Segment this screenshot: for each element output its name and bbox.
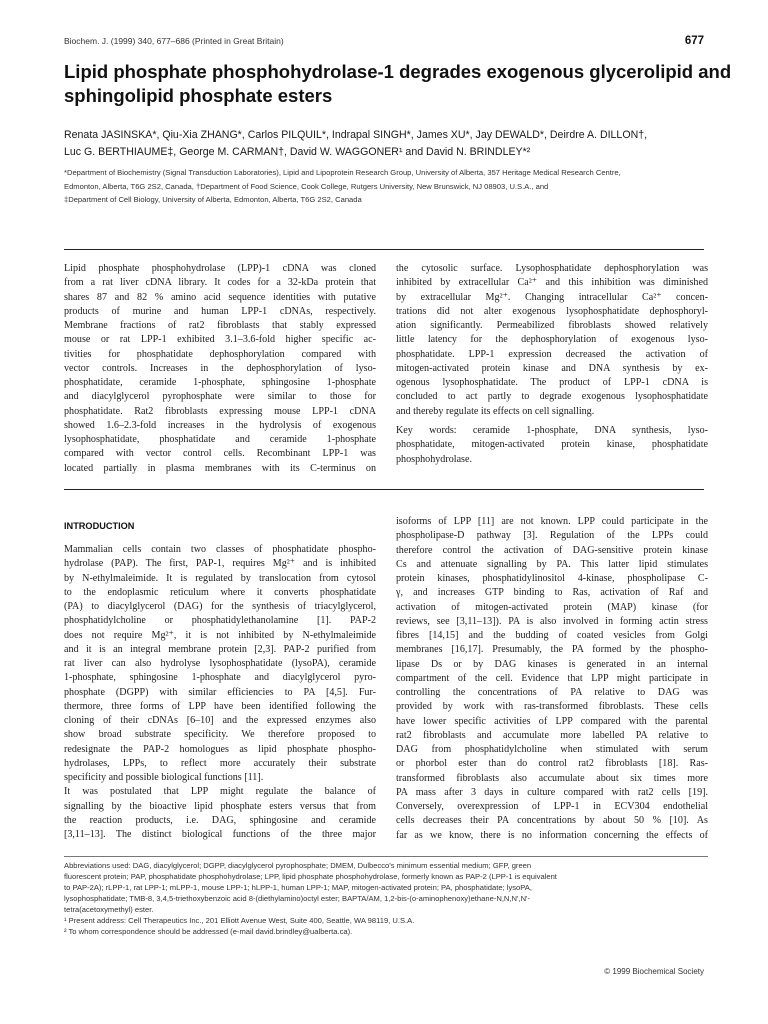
- text-line: hydrolase (PAP). The first, PAP-1, requires Mg²⁺ and is inhibited: [64, 558, 376, 570]
- text-line: mitogen-activated protein kinase and DNA synthesis by ex-: [396, 362, 708, 374]
- abstract-right-column: [396, 262, 708, 419]
- text-line: the cytosolic surface. Lysophosphatidate dephosphorylation was: [396, 263, 708, 274]
- text-line: phosphohydrolase.: [396, 453, 472, 465]
- text-line: Cs and attenuate signalling by PA. This latter lipid stimulates: [396, 558, 708, 570]
- text-line: membranes [16,17]. Presumably, the PA formed by the phospho-: [396, 644, 708, 656]
- text-line: located partially in plasma membranes with its C-terminus on: [64, 462, 376, 474]
- text-line: protein kinases, phosphatidylinositol 4-kinase, phospholipase C-: [396, 573, 708, 584]
- text-line: show broad substrate specificity. We therefore proposed to: [64, 729, 376, 741]
- text-line: phospholipase-D pathway [3]. Regulation of the LPPs could: [396, 530, 708, 542]
- copyright-footer: © 1999 Biochemical Society: [604, 967, 704, 976]
- affiliation-line: ‡Department of Cell Biology, University of Alberta, Edmonton, Alberta, T6G 2S2, Canada: [64, 195, 362, 204]
- text-line: mouse or rat LPP-1 exhibited 3.1–3.6-fold higher specific ac-: [64, 334, 376, 346]
- text-line: rat liver can also hydrolyse lysophosphatidate (lysoPA), ceramide: [64, 658, 376, 669]
- text-line: phosphatidate, mitogen-activated protein kinase, phosphatidate: [396, 439, 708, 451]
- text-line: or phorbol ester than do control rat2 fibroblasts [18]. Ras-: [396, 758, 708, 770]
- text-line: isoforms of LPP [11] are not known. LPP could participate in the: [396, 516, 708, 527]
- text-line: PA mass after 3 days in culture compared with rat2 cells [19].: [396, 786, 708, 798]
- text-line: phosphatidate. Rat2 fibroblasts expressing mouse LPP-1 cDNA: [64, 405, 376, 417]
- divider-middle: [64, 489, 704, 490]
- text-line: cloning of their cDNAs [6–10] and the expressed enzymes also: [64, 715, 376, 726]
- text-line: little latency for the dephosphorylation of exogenous lyso-: [396, 334, 708, 346]
- author-list: [64, 127, 724, 161]
- text-line: compartment of the cell. Evidence that LPP might participate in: [396, 672, 708, 684]
- text-line: lipase Ds or by DAG kinases is generated in an internal: [396, 658, 708, 670]
- running-head: [64, 35, 704, 47]
- text-line: transformed fibroblasts also accumulate about six times more: [396, 772, 708, 784]
- section-heading-introduction: INTRODUCTION: [64, 521, 135, 531]
- text-line: by extracellular Mg²⁺. Changing intracellular Ca²⁺ concen-: [396, 291, 708, 303]
- text-line: hydrolases, LPPs, to reflect more accurately their substrate: [64, 757, 376, 769]
- text-line: tivities for phosphatidate dephosphorylation compared with: [64, 348, 376, 360]
- text-line: Key words: ceramide 1-phosphate, DNA synthesis, lyso-: [396, 425, 708, 436]
- text-line: redesignate the PAP-2 homologues as lipid phosphate phospho-: [64, 743, 376, 755]
- text-line: shares 87 and 82 % amino acid sequence identities with putative: [64, 291, 376, 303]
- text-line: phosphate (DGPP) with similar efficiencies to PA [4,5]. Fur-: [64, 686, 376, 698]
- journal-citation: Biochem. J. (1999) 340, 677–686 (Printed in Great Britain): [64, 36, 284, 46]
- text-line: DAG from phosphatidylcholine when stimulated with serum: [396, 744, 708, 755]
- text-line: by N-ethylmaleimide. It is regulated by translocation from cytosol: [64, 572, 376, 584]
- text-line: lysophosphatidate, phosphatidate and ceramide 1-phosphate: [64, 434, 376, 445]
- text-line: fibres [14,15] and the budding of coated vesicles from Golgi: [396, 630, 708, 641]
- text-line: cells decreases their PA concentrations by about 50 % [10]. As: [396, 815, 708, 827]
- footnote-line: to PAP-2A); rLPP-1, rat LPP-1; mLPP-1, mouse LPP-1; hLPP-1, human LPP-1; MAP, mitogen-activated protein; PA, phosphatidate; lysoPA,: [64, 883, 532, 892]
- text-line: inhibited by extracellular Ca²⁺ and this inhibition was diminished: [396, 277, 708, 289]
- text-line: products of murine and human LPP-1 cDNAs, respectively.: [64, 305, 376, 317]
- text-line: activation of mitogen-activated protein (MAP) kinase (for: [396, 601, 708, 613]
- text-line: thermore, three forms of LPP have been identified following the: [64, 700, 376, 712]
- text-line: [3,11–13]. The distinct biological functions of the three major: [64, 829, 376, 840]
- text-line: It was postulated that LPP might regulate the balance of: [64, 786, 376, 798]
- intro-left-column: [64, 543, 376, 842]
- text-line: to the endoplasmic reticulum where it converts phosphatidate: [64, 586, 376, 598]
- text-line: phosphatidate, ceramide 1-phosphate, sphingosine 1-phosphate: [64, 377, 376, 388]
- footnote-line: ¹ Present address: Cell Therapeutics Inc., 201 Elliott Avenue West, Suite 400, Seattle, WA 98119, U.S.A.: [64, 916, 415, 925]
- text-line: and thereby regulate its effects on cell signalling.: [396, 405, 595, 417]
- text-line: vector controls. Increases in the dephosphorylation of lyso-: [64, 362, 376, 374]
- title-line: Lipid phosphate phosphohydrolase-1 degrades exogenous glycerolipid and: [64, 61, 732, 82]
- text-line: Conversely, overexpression of LPP-1 in ECV304 endothelial: [396, 801, 708, 812]
- footnote-divider: [64, 856, 708, 857]
- footnote-line: fluorescent protein; PAP, phosphatidate phosphohydrolase; LPP, lipid phosphate phosphohydrolase, formerly known as PAP-2 (LPP-1 is equivalent: [64, 872, 557, 881]
- footnote-line: ² To whom correspondence should be addressed (e-mail david.brindley@ualberta.ca).: [64, 927, 353, 936]
- text-line: controlling the concentrations of PA relative to DAG was: [396, 687, 708, 698]
- divider-top: [64, 249, 704, 250]
- text-line: and it is an integral membrane protein [2,3]. PAP-2 purified from: [64, 643, 376, 655]
- footnote-line: tetra(acetoxymethyl) ester.: [64, 905, 154, 914]
- footnote-line: Abbreviations used: DAG, diacylglycerol; DGPP, diacylglycerol pyrophosphate; DMEM, Dulbecco's minimum essential medium; GFP, green: [64, 861, 532, 870]
- text-line: reviews, see [3,11–13]). PA is also involved in forming actin stress: [396, 615, 708, 627]
- text-line: far as we know, there is no information concerning the effects of: [396, 829, 708, 841]
- footnotes: [64, 860, 712, 937]
- text-line: therefore control the activation of DAG-sensitive protein kinase: [396, 544, 708, 556]
- text-line: showed 1.6–2.3-fold increases in the hydrolysis of exogenous: [64, 419, 376, 431]
- text-line: Membrane fractions of rat2 fibroblasts that stably expressed: [64, 320, 376, 331]
- text-line: signalling by the bioactive lipid phosphate esters versus that from: [64, 800, 376, 812]
- article-title: [64, 60, 732, 108]
- author-line: Renata JASINSKA*, Qiu-Xia ZHANG*, Carlos PILQUIL*, Indrapal SINGH*, James XU*, Jay DEWALD*, Deirdre A. DILLON†,: [64, 129, 648, 141]
- affiliation-line: Edmonton, Alberta, T6G 2S2, Canada, †Department of Food Science, Cook College, Rutgers University, New Brunswick, NJ 08903, U.S.A., and: [64, 181, 549, 191]
- text-line: concluded to act partly to degrade exogenous lysophosphatidate: [396, 391, 708, 403]
- text-line: phosphatidylcholine or phosphatidylethanolamine [1]. PAP-2: [64, 615, 376, 627]
- page-number: 677: [684, 35, 704, 47]
- text-line: the reaction products, i.e. DAG, sphingosine and ceramide: [64, 814, 376, 826]
- affiliations: [64, 166, 724, 207]
- text-line: compared with vector control cells. Recombinant LPP-1 was: [64, 448, 376, 460]
- text-line: ogenous lysophosphatidate. The product of LPP-1 cDNA is: [396, 377, 708, 388]
- footnote-line: lysophosphatidate; TMB-8, 3,4,5-triethoxybenzoic acid 8-(diethylamino)octyl ester; BAPTA/AM, 1,2-bis-(o-aminophenoxy)ethane-N,N,N',N'-: [64, 894, 531, 903]
- text-line: trations did not alter exogenous lysophosphatidate dephosphoryl-: [396, 305, 708, 317]
- abstract-left-column: [64, 262, 376, 476]
- author-line: Luc G. BERTHIAUME‡, George M. CARMAN†, David W. WAGGONER¹ and David N. BRINDLEY*²: [64, 146, 531, 158]
- text-line: specificity and possible biological functions [11].: [64, 772, 264, 783]
- text-line: Mammalian cells contain two classes of phosphatidate phospho-: [64, 544, 376, 555]
- text-line: provided by work with ras-transformed fibroblasts. These cells: [396, 701, 708, 713]
- text-line: and diacylglycerol pyrophosphate were similar to those for: [64, 391, 376, 403]
- text-line: ation significantly. Permeabilized fibroblasts showed relatively: [396, 320, 708, 331]
- text-line: rat2 fibroblasts and accumulate more labelled PA relative to: [396, 729, 708, 741]
- text-line: 1-phosphate, sphingosine 1-phosphate and diacylglycerol pyro-: [64, 672, 376, 684]
- text-line: have lower specific activities of LPP compared with the parental: [396, 715, 708, 727]
- affiliation-line: *Department of Biochemistry (Signal Transduction Laboratories), Lipid and Lipoprotein Research Group, University of Alberta, 357 Heritage Medical Research Centre,: [64, 168, 621, 177]
- keywords: [396, 424, 708, 467]
- text-line: does not require Mg²⁺, it is not inhibited by N-ethylmaleimide: [64, 629, 376, 641]
- text-line: (PA) to diacylglycerol (DAG) for the synthesis of triacylglycerol,: [64, 601, 376, 612]
- text-line: Lipid phosphate phosphohydrolase (LPP)-1 cDNA was cloned: [64, 263, 376, 274]
- text-line: γ, and increases GTP binding to Ras, activation of Raf and: [396, 587, 708, 599]
- title-line: sphingolipid phosphate esters: [64, 85, 333, 106]
- text-line: from a rat liver cDNA library. It codes for a 32-kDa protein that: [64, 277, 376, 289]
- text-line: phosphatidate. LPP-1 expression decreased the activation of: [396, 348, 708, 360]
- intro-right-column: [396, 515, 708, 843]
